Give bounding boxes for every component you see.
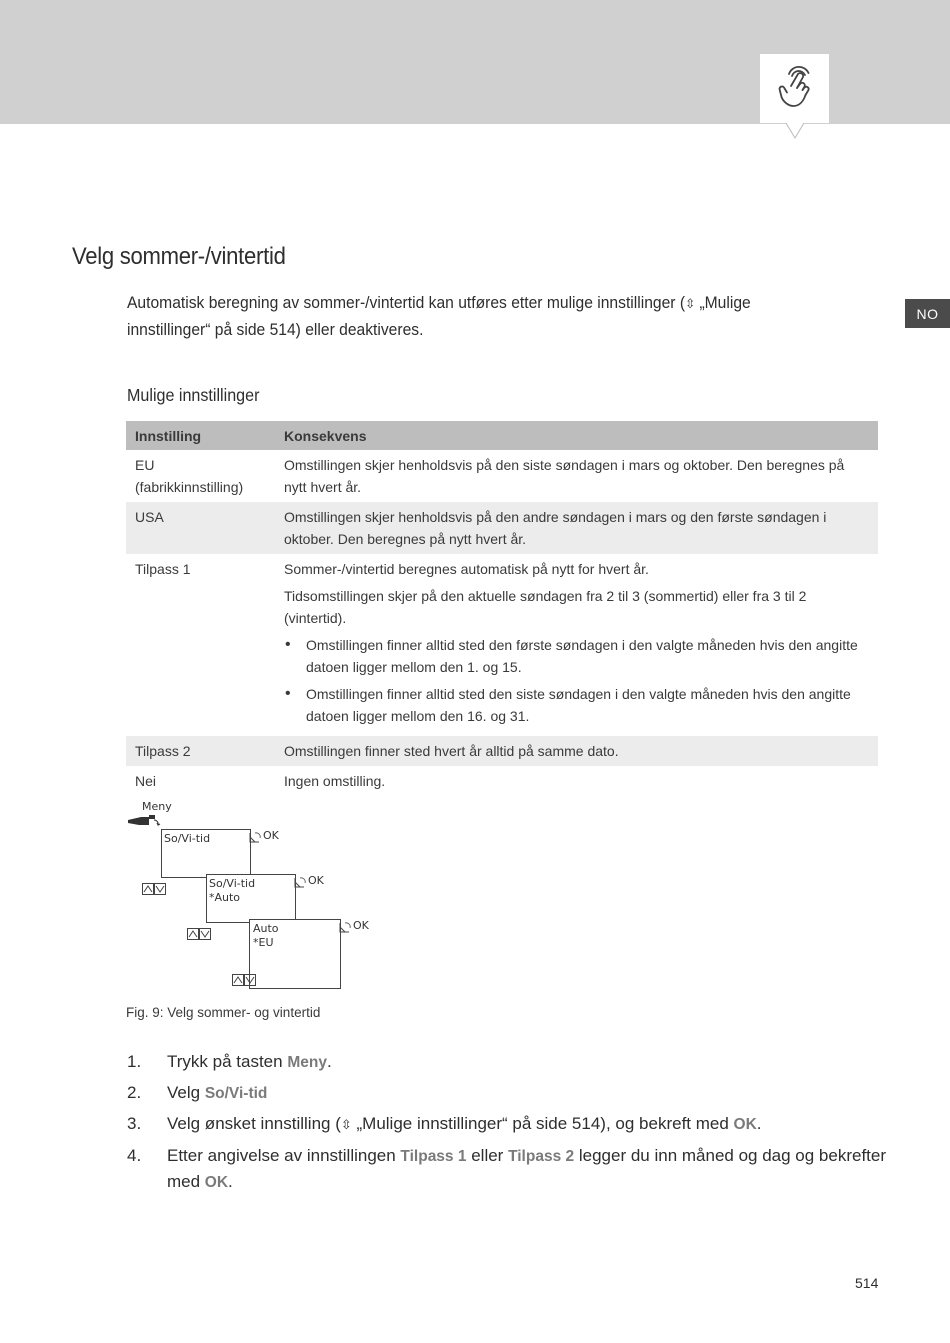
intro-text: Automatisk beregning av sommer-/vintertid kan utføres etter mulige innstillinger (	[127, 293, 686, 312]
setting-cell: Nei	[135, 773, 157, 789]
step-text: Velg ønsket innstilling (	[167, 1114, 341, 1133]
tap-hand-icon	[775, 64, 815, 112]
consequence-text: Ingen omstilling.	[284, 773, 386, 789]
bullet-item: • Omstillingen finner alltid sted den siste søndagen i den valgte måneden hvis den angitte datoen ligger mellom den 16. og 31.	[284, 683, 869, 727]
consequence-cell	[275, 736, 878, 766]
consequence-cell	[275, 450, 878, 502]
consequence-text: Sommer-/vintertid beregnes automatisk på nytt for hvert år.	[284, 561, 649, 577]
step-item	[127, 1111, 887, 1138]
up-down-keys-icon	[187, 928, 211, 940]
key-label-so-vi-tid: So/Vi-tid	[204, 1085, 268, 1102]
up-down-keys-icon	[142, 883, 166, 895]
step-text: .	[756, 1114, 762, 1133]
table-row	[126, 502, 878, 554]
pointing-hand-icon	[127, 814, 161, 828]
table-header-row	[126, 421, 878, 450]
press-key-icon	[248, 830, 262, 846]
diagram-menu-label: Meny	[142, 800, 172, 813]
intro-text-end: på side 514) eller deaktiveres.	[210, 320, 424, 339]
screen-text: So/Vi-tid	[164, 832, 211, 845]
key-label-tilpass-2: Tilpass 2	[508, 1148, 575, 1165]
consequence-text: Tidsomstillingen skjer på den aktuelle søndagen fra 2 til 3 (sommertid) eller fra 3 til 2 (vintertid).	[284, 588, 807, 626]
page-title: Velg sommer-/vintertid	[72, 243, 286, 270]
step-number: 4.	[127, 1146, 142, 1165]
step-number: 3.	[127, 1114, 142, 1133]
settings-table	[126, 421, 878, 796]
language-tab: NO	[905, 299, 950, 328]
step-text: eller	[466, 1146, 509, 1165]
consequence-cell	[275, 554, 878, 736]
step-text: .	[228, 1172, 233, 1191]
figure-caption: Fig. 9: Velg sommer- og vintertid	[126, 1005, 321, 1020]
display-screen-2	[206, 874, 296, 923]
column-header-setting: Innstilling	[126, 421, 275, 450]
key-label-ok: OK	[733, 1116, 757, 1133]
step-item	[127, 1080, 887, 1106]
up-down-keys-icon	[232, 974, 256, 986]
screen-text: *EU	[253, 936, 274, 949]
screen-text: Auto	[253, 922, 279, 935]
consequence-cell	[275, 502, 878, 554]
step-text: legger du inn måned og dag og bekrefter med	[167, 1146, 887, 1191]
table-row	[126, 736, 878, 766]
step-text: Etter angivelse av innstillingen	[167, 1146, 401, 1165]
ok-label: OK	[308, 874, 324, 887]
cross-reference-arrow-icon: ⇳	[685, 297, 696, 312]
setting-cell: USA	[135, 509, 164, 525]
press-key-icon	[338, 920, 352, 936]
bullet-item: • Omstillingen finner alltid sted den første søndagen i den valgte måneden hvis den angitte datoen ligger mellom den 1. og 15.	[284, 634, 869, 678]
ok-label: OK	[263, 829, 279, 842]
screen-text: So/Vi-tid	[209, 877, 256, 890]
press-key-icon	[293, 875, 307, 891]
menu-flow-diagram	[125, 798, 385, 998]
table-row	[126, 766, 878, 796]
consequence-text: Omstillingen skjer henholdsvis på den andre søndagen i mars og den første søndagen i oktober. Den beregnes på nytt hvert år.	[284, 509, 827, 547]
display-screen-1	[161, 829, 251, 878]
key-label-meny: Meny	[287, 1054, 327, 1071]
step-text: Trykk på tasten	[167, 1052, 288, 1071]
key-label-ok: OK	[204, 1174, 229, 1191]
cross-reference-link[interactable]: „Mulige innstillinger“ på side 514), og bekreft med	[351, 1114, 734, 1133]
step-number: 1.	[127, 1052, 142, 1071]
step-item	[127, 1049, 887, 1075]
display-screen-3	[249, 919, 341, 989]
page-number: 514	[855, 1275, 879, 1291]
screen-text: *Auto	[209, 891, 241, 904]
column-header-consequence: Konsekvens	[275, 421, 878, 450]
key-label-tilpass-1: Tilpass 1	[400, 1148, 467, 1165]
setting-cell: Tilpass 1	[135, 561, 191, 577]
bullet-list	[284, 634, 869, 727]
table-row	[126, 554, 878, 736]
cross-reference-link[interactable]: „Mulige innstillinger“	[127, 293, 751, 339]
intro-paragraph	[127, 290, 826, 342]
step-text: .	[326, 1052, 332, 1071]
consequence-text: Omstillingen skjer henholdsvis på den siste søndagen i mars og oktober. Den beregnes på nytt hvert år.	[284, 457, 845, 495]
touch-badge	[760, 54, 829, 123]
consequence-cell	[275, 766, 878, 796]
instruction-steps	[127, 1049, 887, 1200]
step-item	[127, 1143, 887, 1195]
step-text: Velg	[167, 1083, 205, 1102]
ok-label: OK	[353, 919, 369, 932]
setting-cell: EU (fabrikkinnstilling)	[135, 457, 244, 495]
badge-pointer	[785, 122, 805, 140]
section-heading: Mulige innstillinger	[127, 385, 260, 405]
cross-reference-arrow-icon: ⇳	[340, 1118, 352, 1133]
step-number: 2.	[127, 1083, 142, 1102]
setting-cell: Tilpass 2	[135, 743, 191, 759]
table-row	[126, 450, 878, 502]
consequence-text: Omstillingen finner sted hvert år alltid på samme dato.	[284, 743, 619, 759]
